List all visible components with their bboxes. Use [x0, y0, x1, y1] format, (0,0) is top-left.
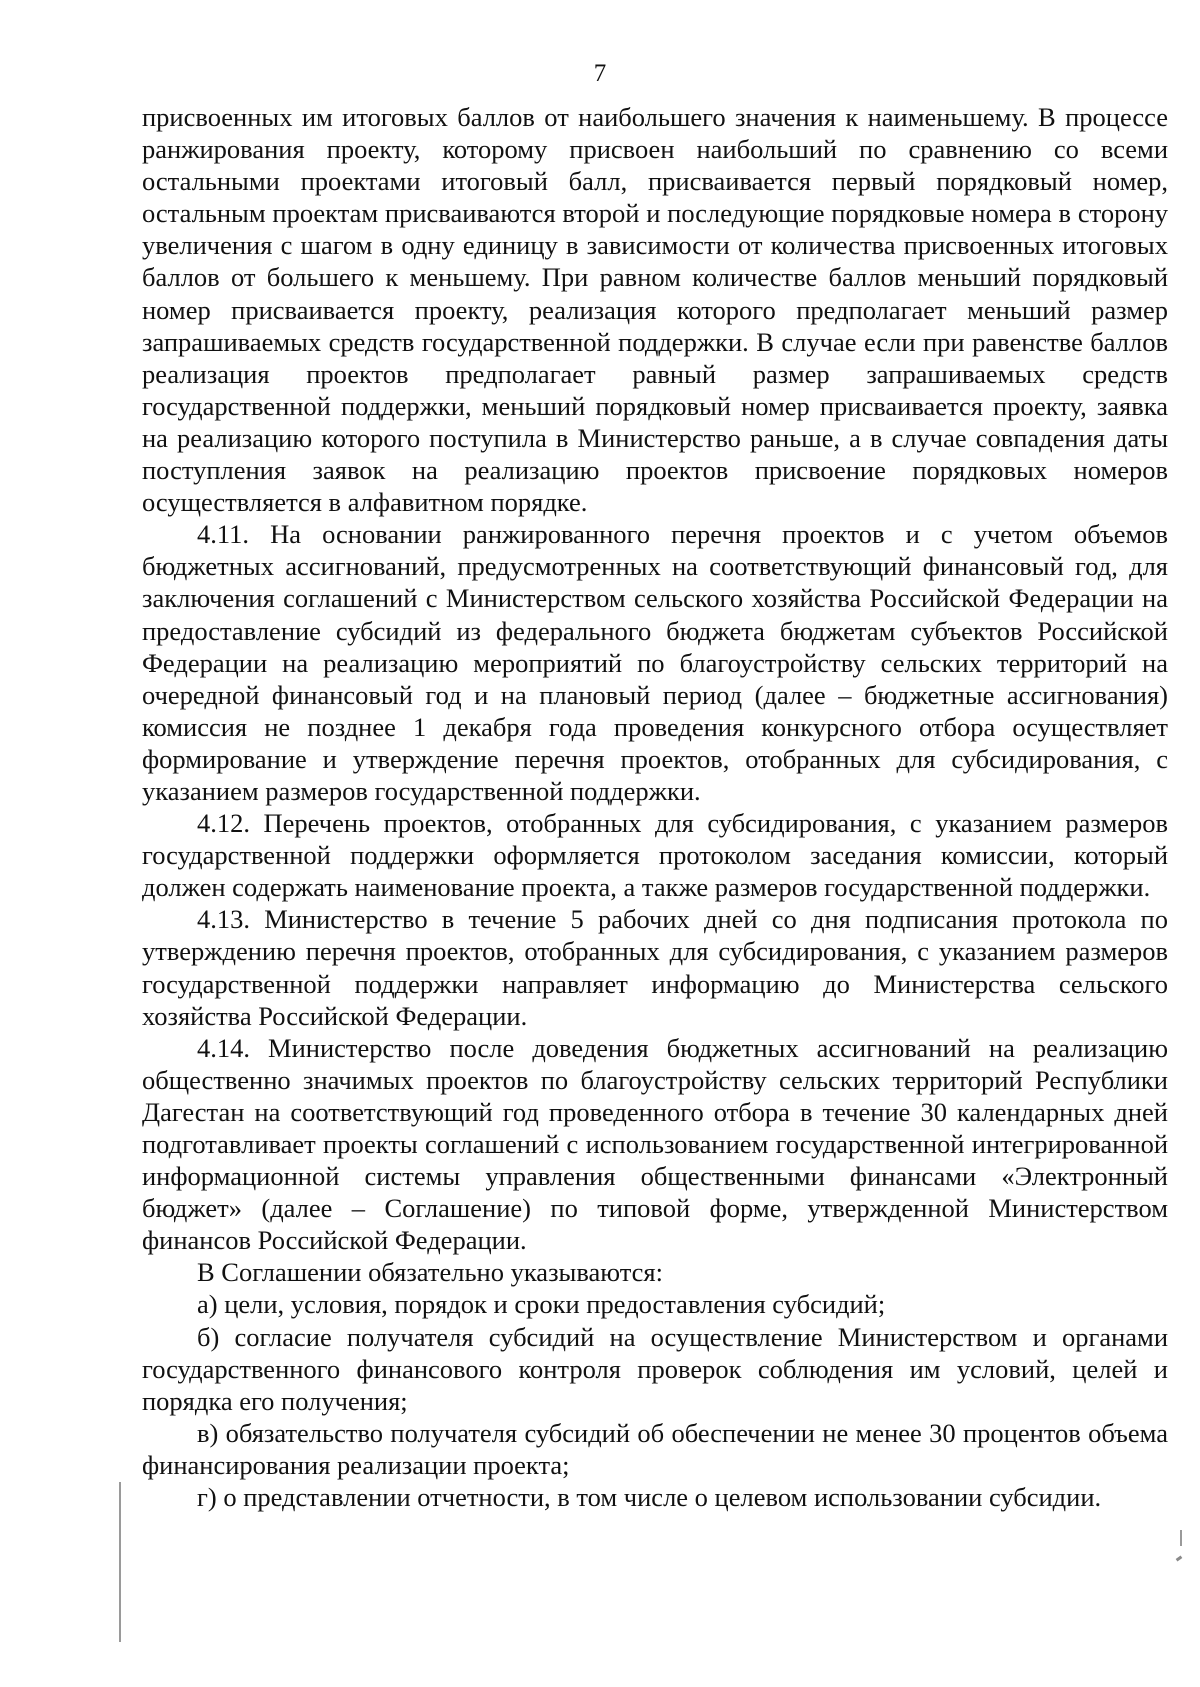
paragraph-4-13: 4.13. Министерство в течение 5 рабочих дней со дня подписания протокола по утверждению перечня проектов, отобранных для субсидирования, с указанием размеров государственной поддержки направляет информацию до Министерства сельского хозяйства Российской Федерации.	[142, 904, 1168, 1031]
paragraph-agreement-intro: В Соглашении обязательно указываются:	[197, 1257, 663, 1288]
paragraph-4-14: 4.14. Министерство после доведения бюджетных ассигнований на реализацию общественно значимых проектов по благоустройству сельских территорий Республики Дагестан на соответствующий год проведенного отбора в течение 30 календарных дней подготавливает проекты соглашений с использованием государственной интегрированной информационной системы управления общественными финансами «Электронный бюджет» (далее – Соглашение) по типовой форме, утвержденной Министерством финансов Российской Федерации.	[142, 1032, 1168, 1256]
list-item-a: а) цели, условия, порядок и сроки предоставления субсидий;	[197, 1289, 886, 1320]
list-item-b: б) согласие получателя субсидий на осуществление Министерством и органами государственного финансового контроля проверок соблюдения им условий, целей и порядка его получения;	[142, 1321, 1168, 1416]
page-number: 7	[593, 60, 607, 87]
scan-margin-line	[119, 1482, 121, 1642]
list-item-g: г) о представлении отчетности, в том числе о целевом использовании субсидии.	[197, 1482, 1102, 1513]
scan-mark-top	[1180, 1530, 1182, 1546]
document-body	[142, 101, 1168, 1513]
list-item-v: в) обязательство получателя субсидий об обеспечении не менее 30 процентов объема финансирования реализации проекта;	[142, 1417, 1168, 1480]
paragraph-4-11: 4.11. На основании ранжированного перечня проектов и с учетом объемов бюджетных ассигнований, предусмотренных на соответствующий финансовый год, для заключения соглашений с Министерством сельского хозяйства Российской Федерации на предоставление субсидий из федерального бюджета бюджетам субъектов Российской Федерации на реализацию мероприятий по благоустройству сельских территорий на очередной финансовый год и на плановый период (далее – бюджетные ассигнования) комиссия не позднее 1 декабря года проведения конкурсного отбора осуществляет формирование и утверждение перечня проектов, отобранных для субсидирования, с указанием размеров государственной поддержки.	[142, 519, 1168, 806]
paragraph-4-12: 4.12. Перечень проектов, отобранных для субсидирования, с указанием размеров государственной поддержки оформляется протоколом заседания комиссии, который должен содержать наименование проекта, а также размеров государственной поддержки.	[142, 808, 1168, 903]
scan-mark-bottom	[1176, 1556, 1183, 1562]
paragraph-ranking-continuation: присвоенных им итоговых баллов от наибольшего значения к наименьшему. В процессе ранжирования проекту, которому присвоен наибольший по сравнению со всеми остальными проектами итоговый балл, присваивается первый порядковый номер, остальным проектам присваиваются второй и последующие порядковые номера в сторону увеличения с шагом в одну единицу в зависимости от количества присвоенных итоговых баллов от большего к меньшему. При равном количестве баллов меньший порядковый номер присваивается проекту, реализация которого предполагает меньший размер запрашиваемых средств государственной поддержки. В случае если при равенстве баллов реализация проектов предполагает равный размер запрашиваемых средств государственной поддержки, меньший порядковый номер присваивается проекту, заявка на реализацию которого поступила в Министерство раньше, а в случае совпадения даты поступления заявок на реализацию проектов присвоение порядковых номеров осуществляется в алфавитном порядке.	[142, 102, 1168, 518]
